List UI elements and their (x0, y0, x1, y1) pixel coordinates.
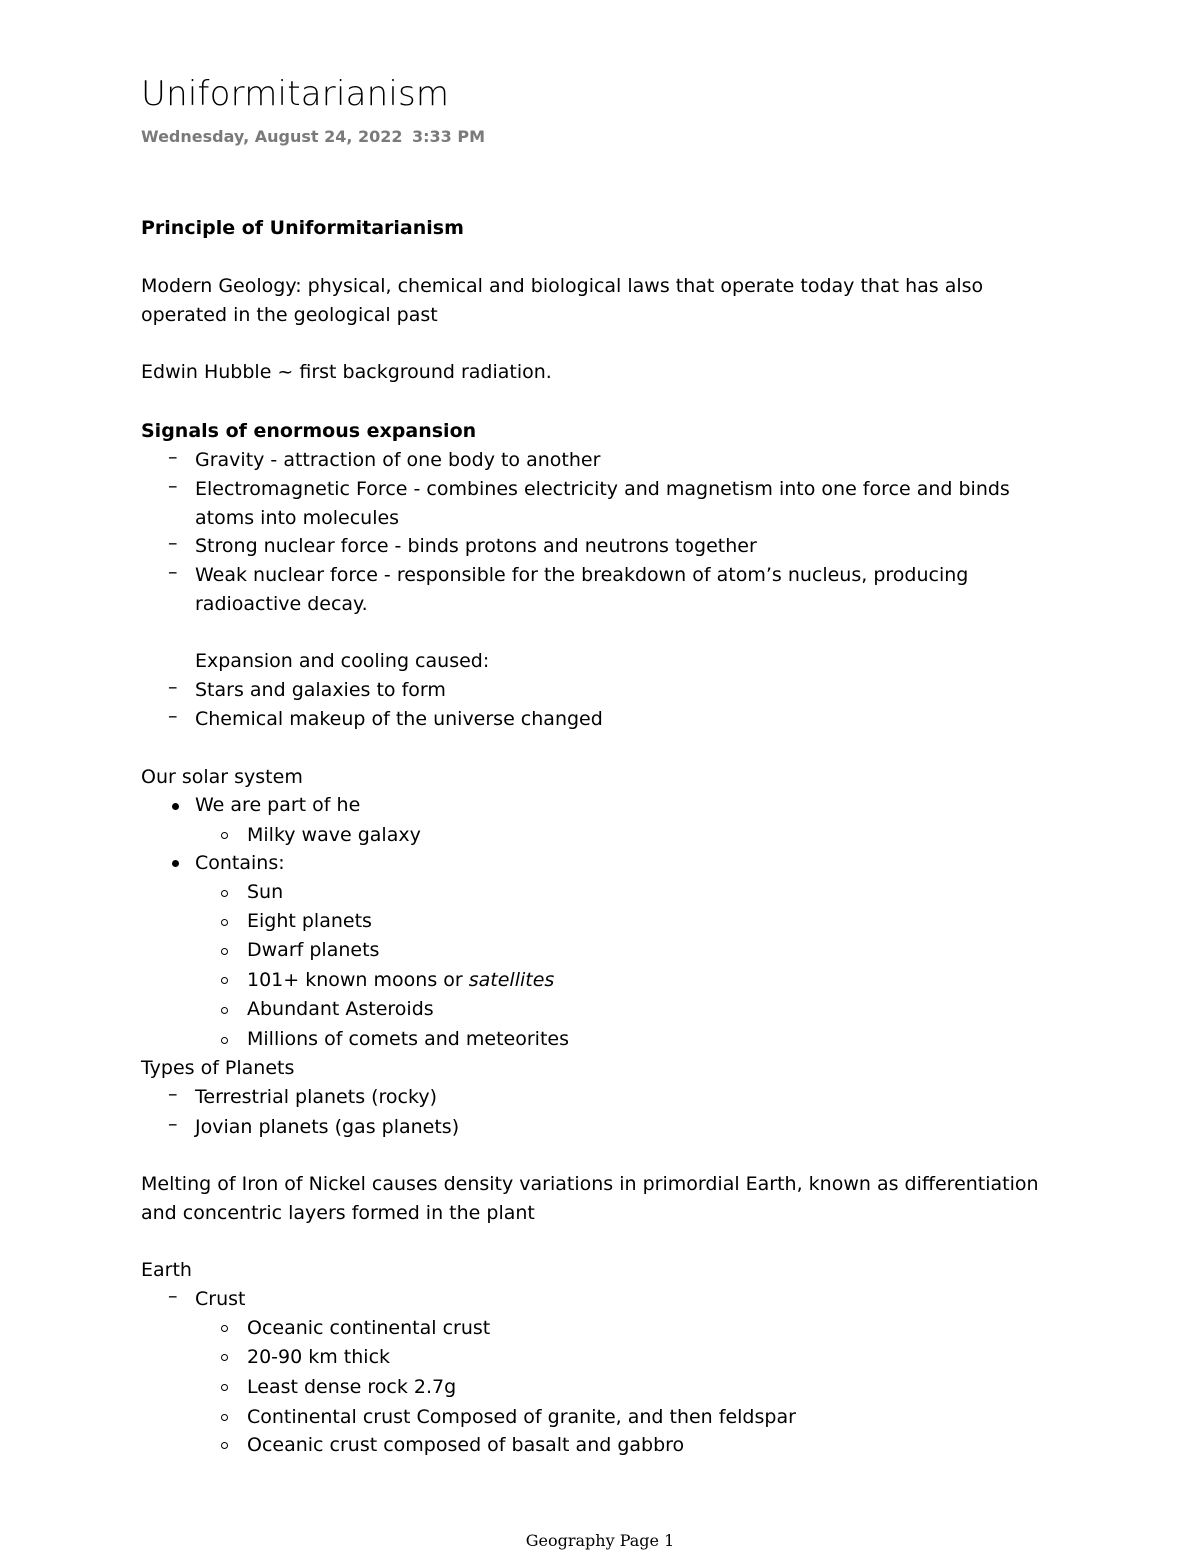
list-item: Crust (195, 1288, 246, 1310)
list-item: Contains: (195, 852, 285, 874)
bullet-marker (172, 803, 179, 810)
dash-marker: – (168, 1285, 178, 1307)
circle-marker (221, 948, 228, 955)
list-item: Electromagnetic Force - combines electricity and magnetism into one force and binds (195, 478, 1010, 500)
dash-marker: – (168, 561, 178, 583)
list-item: Jovian planets (gas planets) (195, 1116, 460, 1138)
list-item-continuation: radioactive decay. (195, 593, 368, 615)
list-item: Gravity - attraction of one body to another (195, 449, 601, 471)
list-item-continuation: atoms into molecules (195, 507, 400, 529)
melting-line-1: Melting of Iron of Nickel causes density variations in primordial Earth, known as differentiation (141, 1173, 1039, 1195)
dash-marker: – (168, 705, 178, 727)
page-footer: Geography Page 1 (525, 1531, 675, 1550)
circle-marker (221, 1325, 228, 1332)
bullet-marker (172, 860, 179, 867)
page-title: Uniformitarianism (141, 74, 450, 114)
list-item: We are part of he (195, 794, 361, 816)
list-item: Weak nuclear force - responsible for the breakdown of atom’s nucleus, producing (195, 564, 969, 586)
list-item: Milky wave galaxy (247, 824, 421, 846)
time-stamp: 3:33 PM (412, 127, 486, 146)
heading-expansion: Signals of enormous expansion (141, 420, 477, 442)
circle-marker (221, 1007, 228, 1014)
dash-marker: – (168, 532, 178, 554)
list-item (247, 966, 554, 995)
circle-marker (221, 977, 228, 984)
moons-text: 101+ known moons or (247, 969, 469, 991)
dash-marker: – (168, 676, 178, 698)
satellites-italic: satellites (468, 969, 555, 991)
list-item: Strong nuclear force - binds protons and neutrons together (195, 535, 757, 557)
modern-geology-line-1: Modern Geology: physical, chemical and biological laws that operate today that has also (141, 275, 984, 297)
list-item: Chemical makeup of the universe changed (195, 708, 603, 730)
list-item: Abundant Asteroids (247, 998, 434, 1020)
expansion-caption: Expansion and cooling caused: (195, 650, 490, 672)
heading-types: Types of Planets (141, 1057, 295, 1079)
dash-marker: – (168, 446, 178, 468)
circle-marker (221, 1037, 228, 1044)
heading-principle: Principle of Uniformitarianism (141, 217, 464, 239)
circle-marker (221, 890, 228, 897)
circle-marker (221, 832, 228, 839)
list-item: Continental crust Composed of granite, and then feldspar (247, 1406, 796, 1428)
list-item: 20-90 km thick (247, 1346, 391, 1368)
dash-marker: – (168, 1113, 178, 1135)
dash-marker: – (168, 475, 178, 497)
circle-marker (221, 1354, 228, 1361)
hubble-line: Edwin Hubble ~ first background radiation. (141, 361, 552, 383)
list-item: Stars and galaxies to form (195, 679, 446, 701)
list-item: Terrestrial planets (rocky) (195, 1086, 437, 1108)
melting-line-2: and concentric layers formed in the plant (141, 1202, 535, 1224)
heading-earth: Earth (141, 1259, 192, 1281)
list-item: Eight planets (247, 910, 372, 932)
date-stamp: Wednesday, August 24, 2022 (141, 127, 403, 146)
list-item: Oceanic crust composed of basalt and gabbro (247, 1434, 685, 1456)
list-item: Least dense rock 2.7g (247, 1376, 457, 1398)
list-item: Dwarf planets (247, 939, 380, 961)
list-item: Oceanic continental crust (247, 1317, 491, 1339)
circle-marker (221, 1384, 228, 1391)
dash-marker: – (168, 1083, 178, 1105)
list-item: Millions of comets and meteorites (247, 1028, 569, 1050)
circle-marker (221, 919, 228, 926)
list-item: Sun (247, 881, 284, 903)
circle-marker (221, 1442, 228, 1449)
circle-marker (221, 1414, 228, 1421)
modern-geology-line-2: operated in the geological past (141, 304, 438, 326)
heading-solar-system: Our solar system (141, 766, 303, 788)
